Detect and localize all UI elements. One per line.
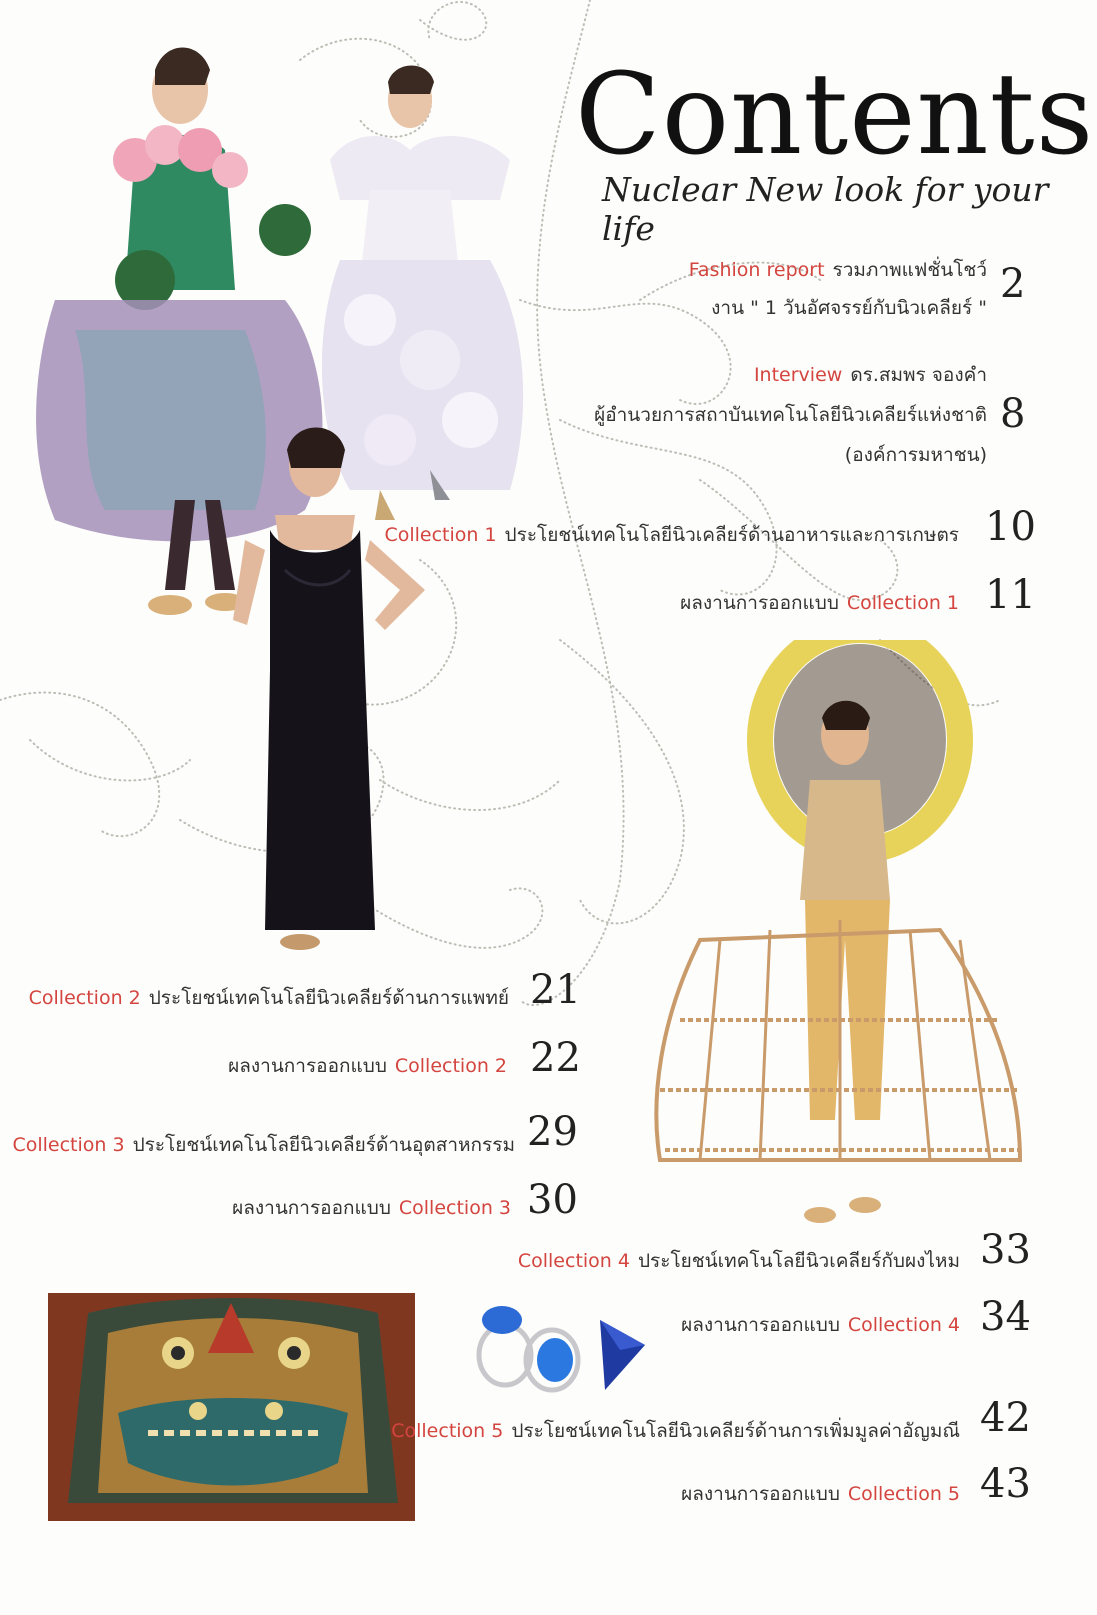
sapphire-rings-photo-icon (470, 1300, 655, 1395)
toc-entry-collection-4-works[interactable] (681, 1305, 960, 1345)
toc-entry-collection-5[interactable] (391, 1411, 960, 1451)
toc-label: ผลงานการออกแบบ (232, 1197, 391, 1219)
toc-page-number: 2 (1000, 261, 1026, 307)
toc-page-number: 11 (985, 572, 1036, 618)
toc-accent-label: Collection 5 (391, 1420, 504, 1442)
toc-page-number: 33 (980, 1227, 1031, 1273)
toc-accent-label: Interview (753, 364, 843, 386)
toc-page-number: 10 (985, 504, 1036, 550)
toc-accent-label: Collection 4 (847, 1314, 960, 1336)
toc-accent-label: Fashion report (688, 259, 825, 281)
toc-entry-interview[interactable] (754, 355, 987, 395)
page-subtitle: Nuclear New look for your life (602, 170, 1049, 248)
toc-entry-collection-3-works[interactable] (232, 1188, 511, 1228)
toc-page-number: 43 (980, 1461, 1031, 1507)
toc-label: ผลงานการออกแบบ (680, 592, 839, 614)
toc-page-number: 29 (527, 1109, 578, 1155)
toc-accent-label: Collection 5 (847, 1483, 960, 1505)
toc-entry-collection-2[interactable] (29, 978, 509, 1018)
toc-entry-collection-3[interactable] (12, 1125, 515, 1165)
toc-accent-label: Collection 1 (384, 524, 497, 546)
khon-mask-embroidery-photo-icon (48, 1293, 415, 1521)
toc-accent-label: Collection 3 (12, 1134, 125, 1156)
toc-accent-label: Collection 3 (398, 1197, 511, 1219)
toc-accent-label: Collection 2 (28, 987, 141, 1009)
model-black-dress-photo-icon (225, 420, 435, 960)
toc-page-number: 22 (530, 1035, 581, 1081)
toc-accent-label: Collection 1 (846, 592, 959, 614)
toc-label: ประโยชน์เทคโนโลยีนิวเคลียร์ด้านการเพิ่มมูลค่าอัญมณี (511, 1420, 960, 1442)
toc-label: รวมภาพแฟชั่นโชว์ (832, 259, 987, 281)
toc-label: ประโยชน์เทคโนโลยีนิวเคลียร์ด้านอาหารและการเกษตร (504, 524, 959, 546)
toc-entry-collection-1[interactable] (384, 515, 959, 555)
toc-label: ผลงานการออกแบบ (681, 1314, 840, 1336)
toc-entry-fashion-report-line2: งาน " 1 วันอัศจรรย์กับนิวเคลียร์ " (711, 297, 987, 319)
toc-page-number: 30 (527, 1177, 578, 1223)
toc-entry-collection-5-works[interactable] (681, 1474, 960, 1514)
toc-entry-collection-4[interactable] (518, 1241, 960, 1281)
toc-label: ประโยชน์เทคโนโลยีนิวเคลียร์กับผงไหม (637, 1250, 960, 1272)
model-gold-cage-dress-photo-icon (640, 640, 1030, 1230)
toc-page-number: 21 (530, 967, 581, 1013)
toc-label: ประโยชน์เทคโนโลยีนิวเคลียร์ด้านการแพทย์ (148, 987, 509, 1009)
toc-entry-interview-line3: (องค์การมหาชน) (844, 444, 987, 466)
toc-accent-label: Collection 4 (517, 1250, 630, 1272)
toc-accent-label: Collection 2 (394, 1055, 507, 1077)
toc-page-number: 34 (980, 1294, 1031, 1340)
toc-entry-fashion-report[interactable] (689, 250, 987, 290)
toc-page-number: 42 (980, 1395, 1031, 1441)
toc-page-number: 8 (1000, 391, 1026, 437)
page-title: Contents (575, 50, 1095, 180)
toc-entry-interview-line2: ผู้อำนวยการสถาบันเทคโนโลยีนิวเคลียร์แห่งชาติ (594, 404, 987, 426)
toc-entry-collection-2-works[interactable] (228, 1046, 507, 1086)
toc-label: ประโยชน์เทคโนโลยีนิวเคลียร์ด้านอุตสาหกรรม (132, 1134, 515, 1156)
toc-label: ดร.สมพร จองคำ (850, 364, 987, 386)
toc-label: ผลงานการออกแบบ (681, 1483, 840, 1505)
toc-entry-collection-1-works[interactable] (680, 583, 959, 623)
toc-label: ผลงานการออกแบบ (228, 1055, 387, 1077)
